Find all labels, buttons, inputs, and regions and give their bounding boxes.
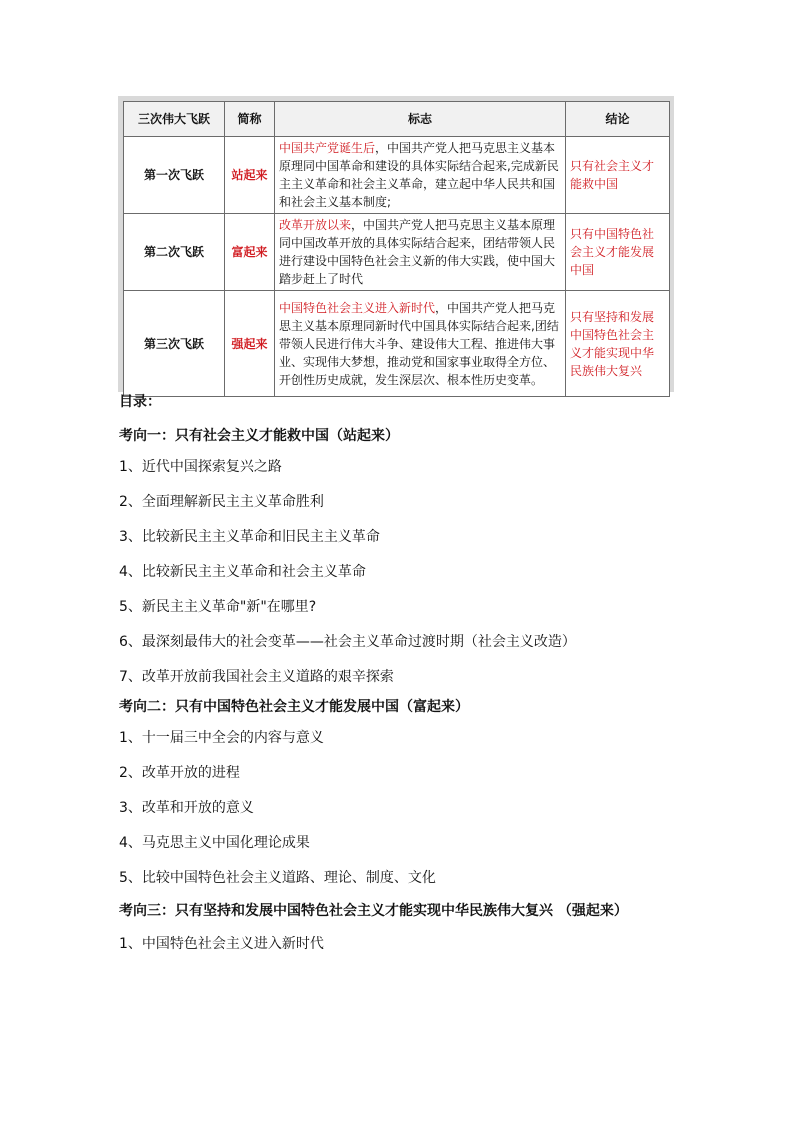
conclusion-cell: 只有社会主义才能救中国 [566,137,670,214]
sign-text: ，中国共产党人把马克思主义基本原理同中国革命和建设的具体实际结合起来,完成新民主主义革命和社会主义革命，建立起中华人民共和国和社会主义基本制度; [279,141,559,209]
sign-cell [275,137,566,214]
list-item: 5、新民主主义革命"新"在哪里? [119,599,317,615]
sign-cell [275,214,566,291]
sign-highlight: 改革开放以来 [279,218,352,232]
list-item: 2、改革开放的进程 [119,765,240,781]
table-row [124,214,670,291]
header-conclusion: 结论 [566,102,670,137]
sign-cell [275,291,566,397]
conclusion-cell: 只有坚持和发展中国特色社会主义才能实现中华民族伟大复兴 [566,291,670,397]
list-item: 1、十一届三中全会的内容与意义 [119,730,324,746]
short-name-cell: 强起来 [225,291,275,397]
list-item: 1、中国特色社会主义进入新时代 [119,936,324,952]
list-item: 7、改革开放前我国社会主义道路的艰辛探索 [119,669,394,685]
header-leap: 三次伟大飞跃 [124,102,225,137]
table-header-row [124,102,670,137]
list-item: 4、比较新民主主义革命和社会主义革命 [119,564,366,580]
table-row [124,291,670,397]
section-title-3: 考向三：只有坚持和发展中国特色社会主义才能实现中华民族伟大复兴 （强起来） [119,903,628,919]
list-item: 5、比较中国特色社会主义道路、理论、制度、文化 [119,870,436,886]
list-item: 3、改革和开放的意义 [119,800,254,816]
list-item: 4、马克思主义中国化理论成果 [119,835,310,851]
leap-cell: 第二次飞跃 [124,214,225,291]
toc-title: 目录： [119,394,161,410]
list-item: 1、近代中国探索复兴之路 [119,459,282,475]
summary-table [123,101,670,397]
toc-content [119,391,679,968]
sign-highlight: 中国特色社会主义进入新时代 [279,300,436,315]
list-item: 3、比较新民主主义革命和旧民主主义革命 [119,529,380,545]
short-name-cell: 富起来 [225,214,275,291]
list-item: 6、最深刻最伟大的社会变革——社会主义革命过渡时期（社会主义改造） [119,634,576,650]
sign-text: ，中国共产党人把马克思主义基本原理同新时代中国具体实际结合起来,团结带领人民进行伟大斗争、建设伟大工程、推进伟大事业、实现伟大梦想，推动党和国家事业取得全方位、开创性历史成就，发生深层次、根本性历史变革。 [279,300,559,387]
table-row [124,137,670,214]
sign-text: ，中国共产党人把马克思主义基本原理同中国改革开放的具体实际结合起来，团结带领人民进行建设中国特色社会主义新的伟大实践，使中国大踏步赶上了时代 [279,218,556,286]
header-sign: 标志 [275,102,566,137]
header-short: 简称 [225,102,275,137]
summary-table-frame [118,96,674,392]
leap-cell: 第三次飞跃 [124,291,225,397]
short-name-cell: 站起来 [225,137,275,214]
section-title-2: 考向二：只有中国特色社会主义才能发展中国（富起来） [119,699,469,715]
leap-cell: 第一次飞跃 [124,137,225,214]
sign-highlight: 中国共产党诞生后 [279,141,376,155]
section-title-1: 考向一：只有社会主义才能救中国（站起来） [119,428,399,444]
list-item: 2、全面理解新民主主义革命胜利 [119,494,324,510]
conclusion-cell: 只有中国特色社会主义才能发展中国 [566,214,670,291]
